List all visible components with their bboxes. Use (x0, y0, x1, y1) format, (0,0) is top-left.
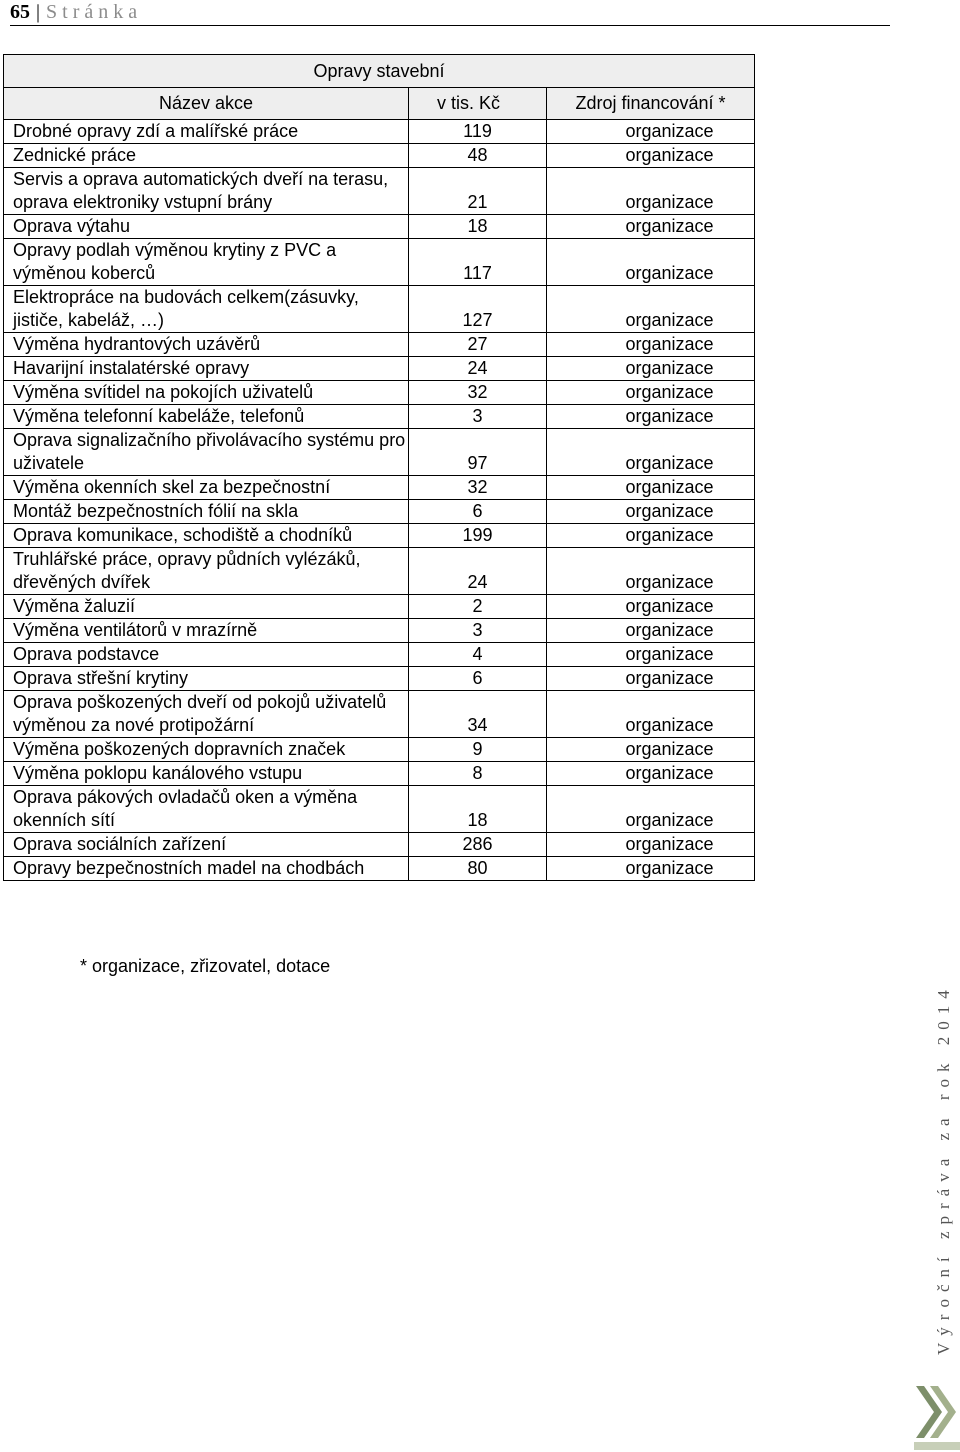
table-row (4, 643, 755, 667)
table-row (4, 548, 755, 595)
table-row (4, 405, 755, 429)
row-name: Výměna poškozených dopravních značek (4, 738, 409, 762)
page-word: Stránka (46, 1, 143, 23)
row-value: 6 (409, 500, 547, 524)
row-name: Výměna hydrantových uzávěrů (4, 333, 409, 357)
table-row (4, 595, 755, 619)
table-title-row (4, 55, 755, 88)
row-name: Opravy bezpečnostních madel na chodbách (4, 857, 409, 881)
table-row (4, 667, 755, 691)
row-name: Výměna žaluzií (4, 595, 409, 619)
row-name: Oprava pákových ovladačů oken a výměna okenních sítí (4, 786, 409, 833)
row-source: organizace (547, 738, 755, 762)
row-name: Oprava sociálních zařízení (4, 833, 409, 857)
row-value: 27 (409, 333, 547, 357)
row-source: organizace (547, 168, 755, 215)
column-header-name: Název akce (4, 88, 409, 120)
row-name: Oprava střešní krytiny (4, 667, 409, 691)
row-source: organizace (547, 595, 755, 619)
row-value: 21 (409, 168, 547, 215)
row-name: Oprava poškozených dveří od pokojů uživatelů výměnou za nové protipožární (4, 691, 409, 738)
header-separator: | (36, 1, 41, 23)
table-header-row (4, 88, 755, 120)
row-name: Servis a oprava automatických dveří na terasu, oprava elektroniky vstupní brány (4, 168, 409, 215)
table-row (4, 857, 755, 881)
row-source: organizace (547, 239, 755, 286)
row-name: Výměna telefonní kabeláže, telefonů (4, 405, 409, 429)
chevron-logo-icon (914, 1380, 960, 1450)
table-row (4, 476, 755, 500)
row-value: 48 (409, 144, 547, 168)
row-value: 34 (409, 691, 547, 738)
row-name: Montáž bezpečnostních fólií na skla (4, 500, 409, 524)
table-row (4, 524, 755, 548)
row-source: organizace (547, 405, 755, 429)
table-title: Opravy stavební (4, 55, 755, 88)
row-value: 286 (409, 833, 547, 857)
side-caption: Výroční zpráva za rok 2014 (934, 983, 953, 1355)
row-value: 97 (409, 429, 547, 476)
row-source: organizace (547, 144, 755, 168)
row-name: Oprava podstavce (4, 643, 409, 667)
row-name: Truhlářské práce, opravy půdních vylézáků, dřevěných dvířek (4, 548, 409, 595)
column-header-value: v tis. Kč (409, 88, 547, 120)
row-name: Drobné opravy zdí a malířské práce (4, 120, 409, 144)
row-name: Výměna svítidel na pokojích uživatelů (4, 381, 409, 405)
row-source: organizace (547, 691, 755, 738)
row-value: 2 (409, 595, 547, 619)
row-value: 119 (409, 120, 547, 144)
row-value: 3 (409, 619, 547, 643)
row-name: Zednické práce (4, 144, 409, 168)
page-header (10, 0, 890, 26)
table-row (4, 239, 755, 286)
row-name: Opravy podlah výměnou krytiny z PVC a výměnou koberců (4, 239, 409, 286)
row-source: organizace (547, 667, 755, 691)
table-row (4, 500, 755, 524)
row-value: 80 (409, 857, 547, 881)
row-value: 32 (409, 476, 547, 500)
row-name: Oprava komunikace, schodiště a chodníků (4, 524, 409, 548)
table-row (4, 144, 755, 168)
row-source: organizace (547, 429, 755, 476)
row-source: organizace (547, 833, 755, 857)
table-row (4, 357, 755, 381)
table-row (4, 833, 755, 857)
row-value: 32 (409, 381, 547, 405)
row-name: Oprava výtahu (4, 215, 409, 239)
table-row (4, 168, 755, 215)
row-name: Oprava signalizačního přivolávacího systému pro uživatele (4, 429, 409, 476)
row-source: organizace (547, 643, 755, 667)
table-row (4, 429, 755, 476)
row-value: 6 (409, 667, 547, 691)
row-source: organizace (547, 524, 755, 548)
row-source: organizace (547, 857, 755, 881)
row-source: organizace (547, 357, 755, 381)
row-source: organizace (547, 786, 755, 833)
table-row (4, 691, 755, 738)
page-number: 65 (10, 1, 30, 23)
row-source: organizace (547, 333, 755, 357)
column-header-source: Zdroj financování * (547, 88, 755, 120)
table-row (4, 619, 755, 643)
row-source: organizace (547, 286, 755, 333)
row-name: Výměna ventilátorů v mrazírně (4, 619, 409, 643)
row-value: 4 (409, 643, 547, 667)
row-value: 24 (409, 548, 547, 595)
row-value: 199 (409, 524, 547, 548)
row-value: 18 (409, 215, 547, 239)
table-row (4, 786, 755, 833)
table-row (4, 215, 755, 239)
table-row (4, 333, 755, 357)
row-source: organizace (547, 500, 755, 524)
row-source: organizace (547, 381, 755, 405)
row-value: 8 (409, 762, 547, 786)
row-value: 3 (409, 405, 547, 429)
table-row (4, 286, 755, 333)
row-source: organizace (547, 120, 755, 144)
row-name: Výměna okenních skel za bezpečnostní (4, 476, 409, 500)
row-value: 24 (409, 357, 547, 381)
row-value: 117 (409, 239, 547, 286)
row-value: 18 (409, 786, 547, 833)
repairs-table (3, 54, 755, 881)
row-source: organizace (547, 762, 755, 786)
table-row (4, 381, 755, 405)
row-source: organizace (547, 215, 755, 239)
row-source: organizace (547, 476, 755, 500)
row-source: organizace (547, 619, 755, 643)
row-value: 127 (409, 286, 547, 333)
table-row (4, 762, 755, 786)
row-name: Havarijní instalatérské opravy (4, 357, 409, 381)
row-name: Elektropráce na budovách celkem(zásuvky, jističe, kabeláž, …) (4, 286, 409, 333)
row-source: organizace (547, 548, 755, 595)
row-name: Výměna poklopu kanálového vstupu (4, 762, 409, 786)
footnote: * organizace, zřizovatel, dotace (80, 956, 331, 976)
table-row (4, 738, 755, 762)
table-row (4, 120, 755, 144)
row-value: 9 (409, 738, 547, 762)
